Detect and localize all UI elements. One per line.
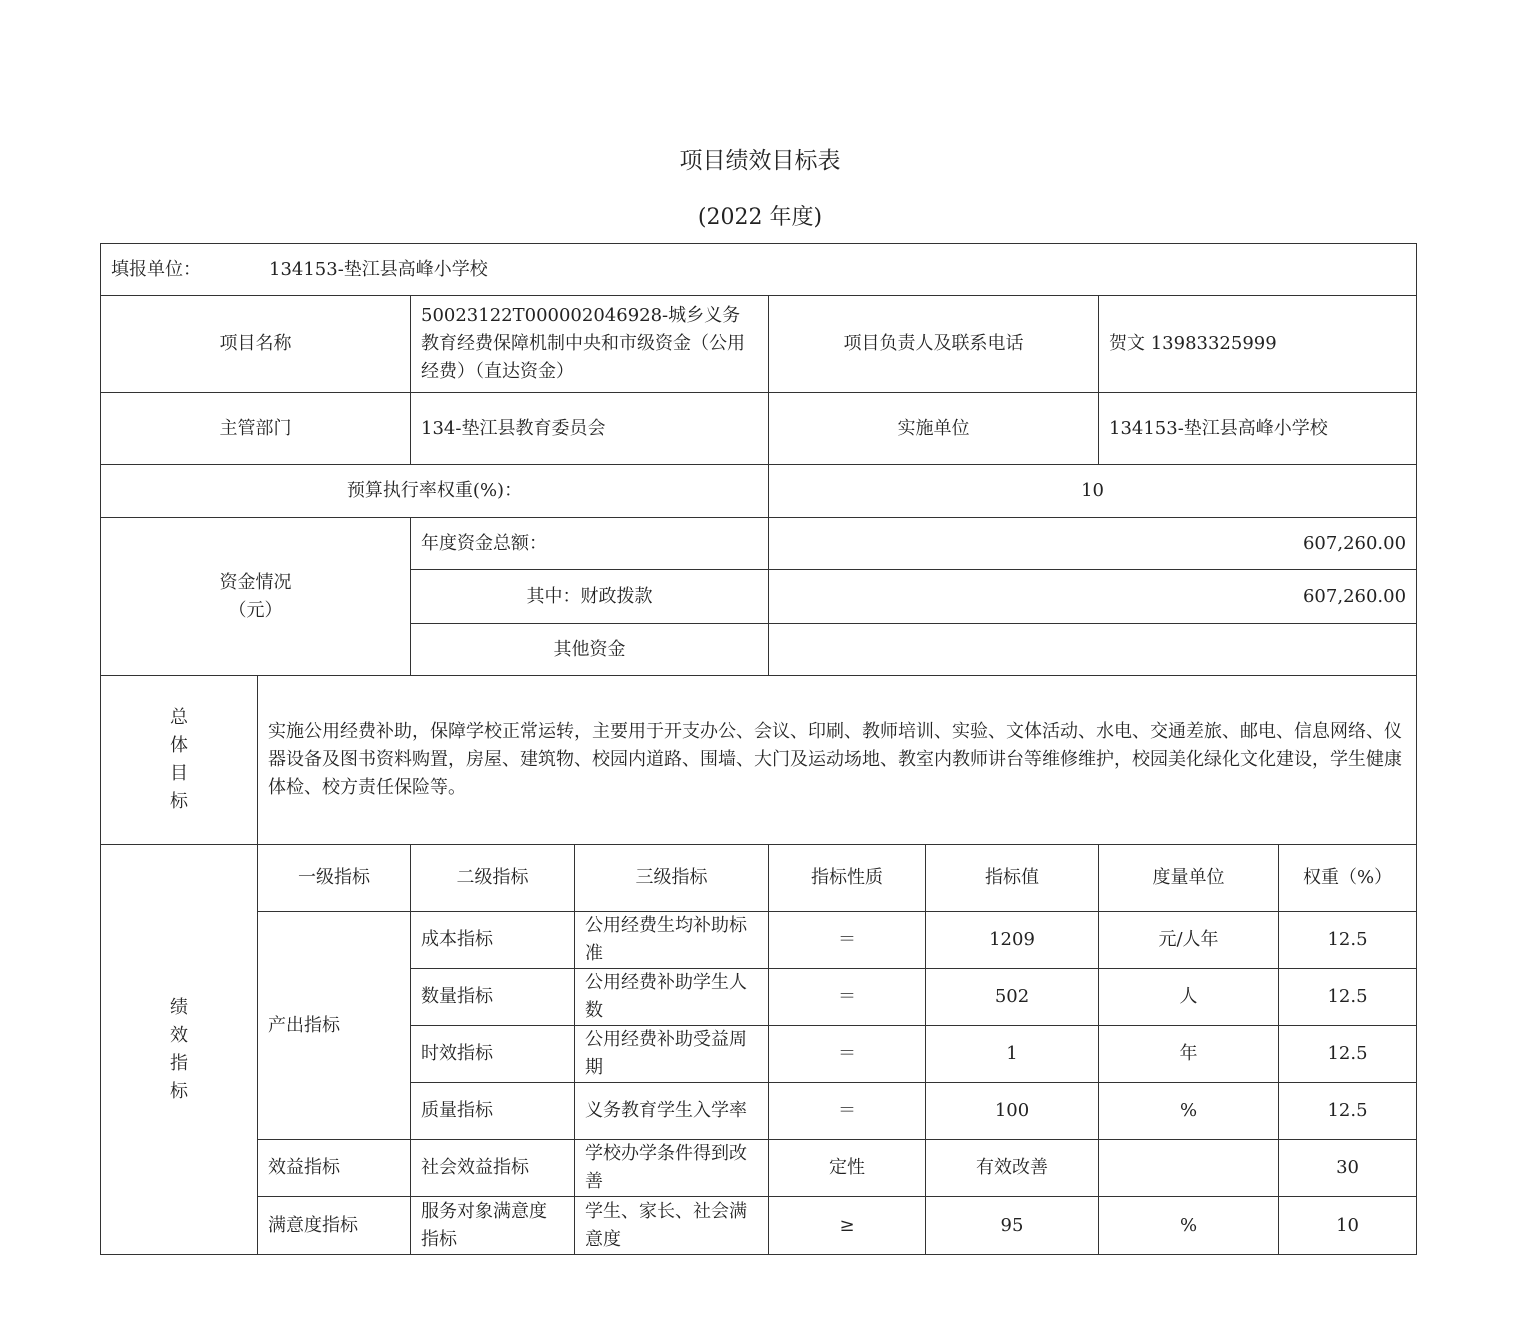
indicator-header-row bbox=[101, 845, 1417, 912]
fill-unit-cell bbox=[101, 244, 1417, 296]
department-row bbox=[101, 393, 1417, 465]
header-level3: 三级指标 bbox=[575, 845, 769, 912]
level2-cell: 成本指标 bbox=[411, 912, 575, 969]
indicator-label-char: 绩 bbox=[170, 996, 188, 1018]
value-cell: 1209 bbox=[926, 912, 1099, 969]
indicator-label-char: 标 bbox=[170, 1080, 188, 1102]
value-cell: 100 bbox=[926, 1083, 1099, 1140]
indicator-label-char: 指 bbox=[170, 1052, 188, 1074]
unit-cell: 年 bbox=[1099, 1026, 1279, 1083]
goal-label bbox=[101, 676, 258, 845]
value-cell: 有效改善 bbox=[926, 1140, 1099, 1197]
level2-cell: 质量指标 bbox=[411, 1083, 575, 1140]
page-subtitle: (2022 年度) bbox=[697, 205, 823, 230]
weight-cell: 12.5 bbox=[1279, 912, 1417, 969]
value-cell: 1 bbox=[926, 1026, 1099, 1083]
header-value: 指标值 bbox=[926, 845, 1099, 912]
level3-cell: 学生、家长、社会满意度 bbox=[575, 1197, 769, 1255]
benefit-level1: 效益指标 bbox=[258, 1140, 411, 1197]
level2-cell: 服务对象满意度指标 bbox=[411, 1197, 575, 1255]
nature-cell: ≥ bbox=[769, 1197, 926, 1255]
level3-cell: 公用经费生均补助标准 bbox=[575, 912, 769, 969]
unit-cell bbox=[1099, 1140, 1279, 1197]
weight-cell: 12.5 bbox=[1279, 969, 1417, 1026]
funds-total-label: 年度资金总额： bbox=[411, 518, 769, 570]
goal-label-char: 标 bbox=[170, 791, 188, 812]
fill-unit-value: 134153-垫江县高峰小学校 bbox=[269, 258, 488, 280]
level2-cell: 时效指标 bbox=[411, 1026, 575, 1083]
weight-cell: 10 bbox=[1279, 1197, 1417, 1255]
table-row bbox=[101, 1140, 1417, 1197]
impl-value: 134153-垫江县高峰小学校 bbox=[1099, 393, 1417, 465]
project-name-row bbox=[101, 296, 1417, 393]
dept-value: 134-垫江县教育委员会 bbox=[411, 393, 769, 465]
impl-label: 实施单位 bbox=[769, 393, 1099, 465]
funds-total-value: 607,260.00 bbox=[769, 518, 1417, 570]
nature-cell: 定性 bbox=[769, 1140, 926, 1197]
indicator-label bbox=[101, 845, 258, 1255]
goal-row bbox=[101, 676, 1417, 845]
table-row bbox=[101, 912, 1417, 969]
output-indicator-label: 产出指标 bbox=[258, 912, 411, 1140]
weight-cell: 12.5 bbox=[1279, 1083, 1417, 1140]
level2-cell: 数量指标 bbox=[411, 969, 575, 1026]
unit-cell: 人 bbox=[1099, 969, 1279, 1026]
value-cell: 502 bbox=[926, 969, 1099, 1026]
performance-target-table bbox=[100, 243, 1417, 1255]
funds-other-value bbox=[769, 624, 1417, 676]
indicator-label-char: 效 bbox=[170, 1024, 188, 1046]
table-row bbox=[101, 1197, 1417, 1255]
header-level2: 二级指标 bbox=[411, 845, 575, 912]
unit-cell: % bbox=[1099, 1083, 1279, 1140]
header-level1: 一级指标 bbox=[258, 845, 411, 912]
level3-cell: 义务教育学生入学率 bbox=[575, 1083, 769, 1140]
header-nature: 指标性质 bbox=[769, 845, 926, 912]
level3-cell: 学校办学条件得到改善 bbox=[575, 1140, 769, 1197]
funds-fiscal-label: 其中：财政拨款 bbox=[411, 570, 769, 624]
funds-fiscal-value: 607,260.00 bbox=[769, 570, 1417, 624]
level3-cell: 公用经费补助受益周期 bbox=[575, 1026, 769, 1083]
budget-label: 预算执行率权重(%)： bbox=[101, 465, 769, 518]
goal-label-char: 目 bbox=[170, 763, 188, 784]
funds-other-label: 其他资金 bbox=[411, 624, 769, 676]
unit-cell: 元/人年 bbox=[1099, 912, 1279, 969]
goal-label-char: 总 bbox=[170, 707, 188, 728]
funds-label-line1: 资金情况 bbox=[219, 571, 292, 593]
funds-label bbox=[101, 518, 411, 676]
nature-cell: ＝ bbox=[769, 1083, 926, 1140]
project-leader-value: 贺文 13983325999 bbox=[1099, 296, 1417, 393]
goal-text: 实施公用经费补助，保障学校正常运转，主要用于开支办公、会议、印刷、教师培训、实验、文体活动、水电、交通差旅、邮电、信息网络、仪器设备及图书资料购置，房屋、建筑物、校园内道路、围墙、大门及运动场地、教室内教师讲台等维修维护，校园美化绿化文化建设，学生健康体检、校方责任保险等。 bbox=[258, 676, 1417, 845]
satisfaction-level1: 满意度指标 bbox=[258, 1197, 411, 1255]
nature-cell: ＝ bbox=[769, 969, 926, 1026]
budget-value: 10 bbox=[769, 465, 1417, 518]
fill-unit-row bbox=[101, 244, 1417, 296]
budget-row bbox=[101, 465, 1417, 518]
goal-label-char: 体 bbox=[170, 735, 188, 756]
project-name-value: 50023122T000002046928-城乡义务教育经费保障机制中央和市级资金（公用经费）（直达资金） bbox=[411, 296, 769, 393]
project-leader-label: 项目负责人及联系电话 bbox=[769, 296, 1099, 393]
value-cell: 95 bbox=[926, 1197, 1099, 1255]
project-name-label: 项目名称 bbox=[101, 296, 411, 393]
header-unit: 度量单位 bbox=[1099, 845, 1279, 912]
funds-label-line2: （元） bbox=[228, 599, 283, 621]
level3-cell: 公用经费补助学生人数 bbox=[575, 969, 769, 1026]
nature-cell: ＝ bbox=[769, 912, 926, 969]
level2-cell: 社会效益指标 bbox=[411, 1140, 575, 1197]
dept-label: 主管部门 bbox=[101, 393, 411, 465]
page-title: 项目绩效目标表 bbox=[679, 148, 841, 174]
unit-cell: % bbox=[1099, 1197, 1279, 1255]
header-weight: 权重（%） bbox=[1279, 845, 1417, 912]
funds-total-row bbox=[101, 518, 1417, 570]
nature-cell: ＝ bbox=[769, 1026, 926, 1083]
weight-cell: 12.5 bbox=[1279, 1026, 1417, 1083]
fill-unit-label: 填报单位： bbox=[111, 258, 201, 280]
weight-cell: 30 bbox=[1279, 1140, 1417, 1197]
